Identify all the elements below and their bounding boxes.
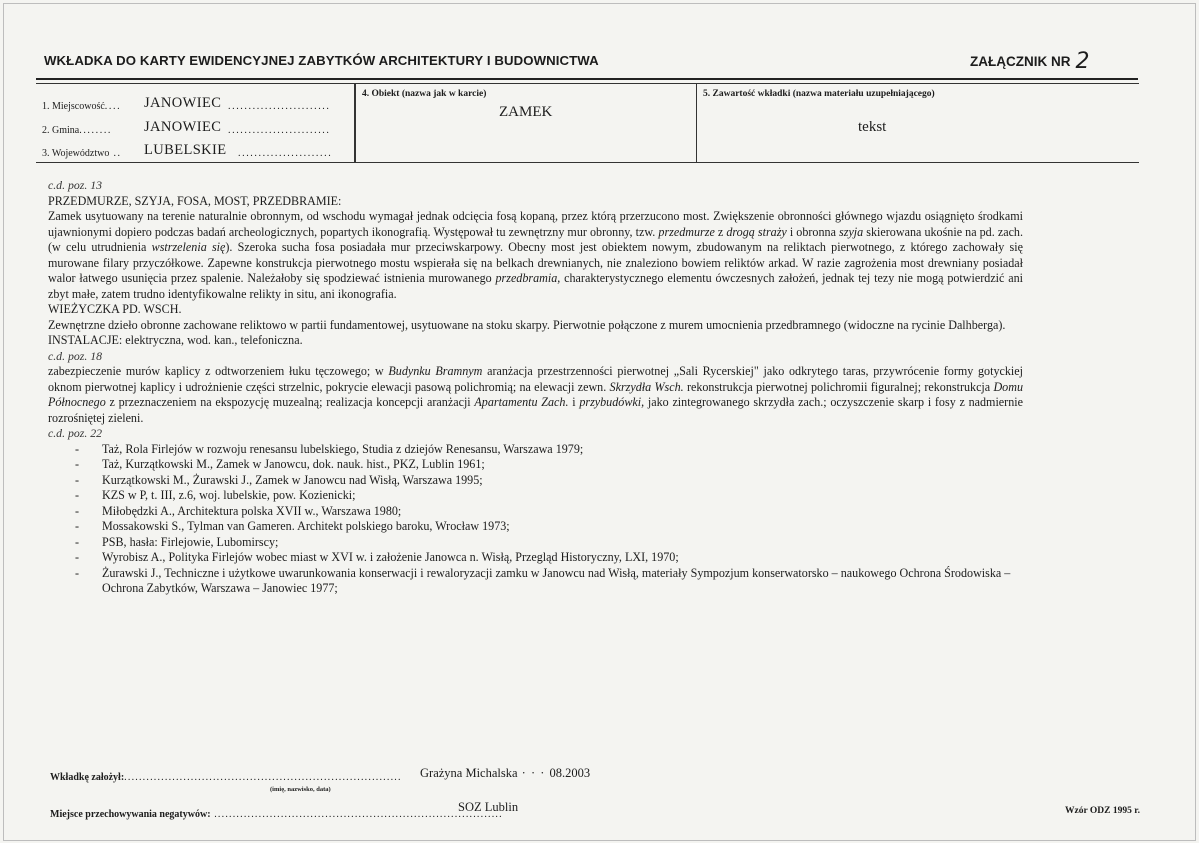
voivodeship-value: LUBELSKIE (144, 142, 227, 158)
commune-value: JANOWIEC (144, 119, 222, 135)
bibliography-item: - Kurzątkowski M., Żurawski J., Zamek w Janowcu nad Wisłą, Warszawa 1995; (48, 473, 1023, 489)
paragraph-turret: Zewnętrzne dzieło obronne zachowane reliktowo w partii fundamentowej, usytuowane na stoku skarpy. Pierwotnie połączone z murem umocnienia przedbramnego (widoczne na rycinie Dalhberga). (48, 317, 1006, 332)
section-ref-13: c.d. poz. 13 (48, 178, 103, 192)
author-label: Wkładkę założył: (50, 772, 125, 783)
author-value: Grażyna Michalska · · · 08.2003 (420, 766, 591, 780)
author-hint: (imię, nazwisko, data) (270, 786, 331, 793)
bibliography-item: - Miłobędzki A., Architektura polska XVII w., Warszawa 1980; (48, 504, 1023, 520)
paragraph-fortifications: Zamek usytuowany na terenie naturalnie obronnym, od wschodu wymagał jednak odcięcia fosą kopaną, przez którą przerzucono most. Zwiększenie obronności głównego wjazdu osiągnięto środkami ujawnionymi dopiero podczas badań archeologicznych, popartych ikonografią. Występował tu zewnętrzny mur obronny, tzw. przedmurze z drogą straży i obronna szyja skierowana ukośnie na pd. zach. (w celu utrudnienia wstrzelenia się). Szeroka sucha fosa posiadała mur przeciwskarpowy. Obecny most jest obiektem nowym, zbudowanym na reliktach pierwotnego, z którego zachowały się murowane filary przyczółkowe. Zapewne konstrukcja pierwotnego mostu wspierała się na belkach drewnianych, nie znaleziono bowiem reliktów arkad. W razie zagrożenia most drewniany posiadał walor łatwego usunięcia przez spalenie. Należałoby się spodziewać istnienia murowanego przedbramia, charakterystycznego elementu ówczesnych założeń, jednak tej tezy nie mogą potwierdzić ani zbyt małe, zatem trudno identyfikowalne relikty in situ, ani ikonografia. (48, 209, 1024, 301)
place-value: JANOWIEC (144, 95, 222, 111)
header-rule (36, 78, 1138, 80)
commune-label: 2. Gmina (42, 125, 80, 136)
bibliography-item: - Taż, Rola Firlejów w rozwoju renesansu lubelskiego, Studia z dziejów Renesansu, Warszawa 1979; (48, 442, 1023, 458)
voivodeship-label: 3. Województwo (42, 148, 110, 159)
location-box (36, 83, 355, 163)
author-row: Wkładkę założył:........................................................................... (50, 772, 402, 783)
content-type-label: 5. Zawartość wkładki (nazwa materiału uzupełniającego) (703, 89, 935, 99)
bibliography-item: - Wyrobisz A., Polityka Firlejów wobec miast w XVI w. i założenie Janowca n. Wisłą, Przegląd Historyczny, LXI, 1970; (48, 550, 1023, 566)
object-box (355, 83, 697, 163)
place-field: 1. Miejscowość.... JANOWIEC ......................... (42, 95, 331, 112)
annex-label-text: ZAŁĄCZNIK NR (970, 54, 1071, 69)
form-title: WKŁADKA DO KARTY EWIDENCYJNEJ ZABYTKÓW ARCHITEKTURY I BUDOWNICTWA (44, 53, 599, 68)
section-heading-fortifications: PRZEDMURZE, SZYJA, FOSA, MOST, PRZEDBRAMIE: (48, 193, 342, 208)
bibliography-item: - KZS w P, t. III, z.6, woj. lubelskie, pow. Kozienicki; (48, 488, 1023, 504)
negatives-row: Miejsce przechowywania negatywów: .............................................................................. (50, 809, 503, 820)
bibliography-item: - Taż, Kurzątkowski M., Zamek w Janowcu, dok. nauk. hist., PKZ, Lublin 1961; (48, 457, 1023, 473)
form-model-label: Wzór ODZ 1995 r. (1065, 806, 1140, 816)
content-type-box (696, 83, 1139, 163)
paragraph-installations: INSTALACJE: elektryczna, wod. kan., telefoniczna. (48, 333, 303, 347)
section-ref-18: c.d. poz. 18 (48, 348, 103, 363)
paragraph-restoration: zabezpieczenie murów kaplicy z odtworzeniem łuku tęczowego; w Budynku Bramnym aranżacja przestrzenności pierwotnej „Sali Rycerskiej" jako odkrytego taras, przywrócenie formy gotyckiej oknom pierwotnej kaplicy i udrożnienie części strzelnic, pokrycie elewacji pasową polichromią; na elewacji zewn. Skrzydła Wsch. rekonstrukcja pierwotnej polichromii figuralnej; rekonstrukcja Domu Północnego z przeznaczeniem na ekspozycję muzealną; realizacja koncepcji aranżacji Apartamentu Zach. i przybudówki, jako zintegrowanego skrzydła zach.; oczyszczenie skarp i fosy z nadmiernie rozrośniętej zieleni. (48, 364, 1023, 425)
section-ref-22: c.d. poz. 22 (48, 426, 103, 440)
annex-number: 2 (1075, 49, 1090, 74)
bibliography-list (48, 442, 1023, 597)
bibliography-item: - Mossakowski S., Tylman van Gameren. Architekt polskiego baroku, Wrocław 1973; (48, 519, 1023, 535)
voivodeship-field: 3. Województwo .. LUBELSKIE ....................... (42, 142, 333, 159)
content-type-value: tekst (858, 119, 887, 135)
place-label: 1. Miejscowość (42, 101, 105, 112)
negatives-label: Miejsce przechowywania negatywów: (50, 809, 211, 820)
commune-field: 2. Gmina........ JANOWIEC ......................... (42, 119, 331, 136)
section-heading-turret: WIEŻYCZKA PD. WSCH. (48, 302, 182, 316)
document-body (48, 178, 1023, 597)
negatives-value: SOZ Lublin (458, 800, 519, 814)
bibliography-item: - PSB, hasła: Firlejowie, Lubomirscy; (48, 535, 1023, 551)
object-label: 4. Obiekt (nazwa jak w karcie) (362, 89, 487, 99)
bibliography-item: - Żurawski J., Techniczne i użytkowe uwarunkowania konserwacji i rewaloryzacji zamku w Janowcu nad Wisłą, materiały Sympozjum konserwatorsko – naukowego Ochrona Środowiska – Ochrona Zabytków, Warszawa – Janowiec 1977; (48, 566, 1023, 597)
annex-label (970, 47, 1090, 72)
object-value: ZAMEK (499, 104, 553, 120)
